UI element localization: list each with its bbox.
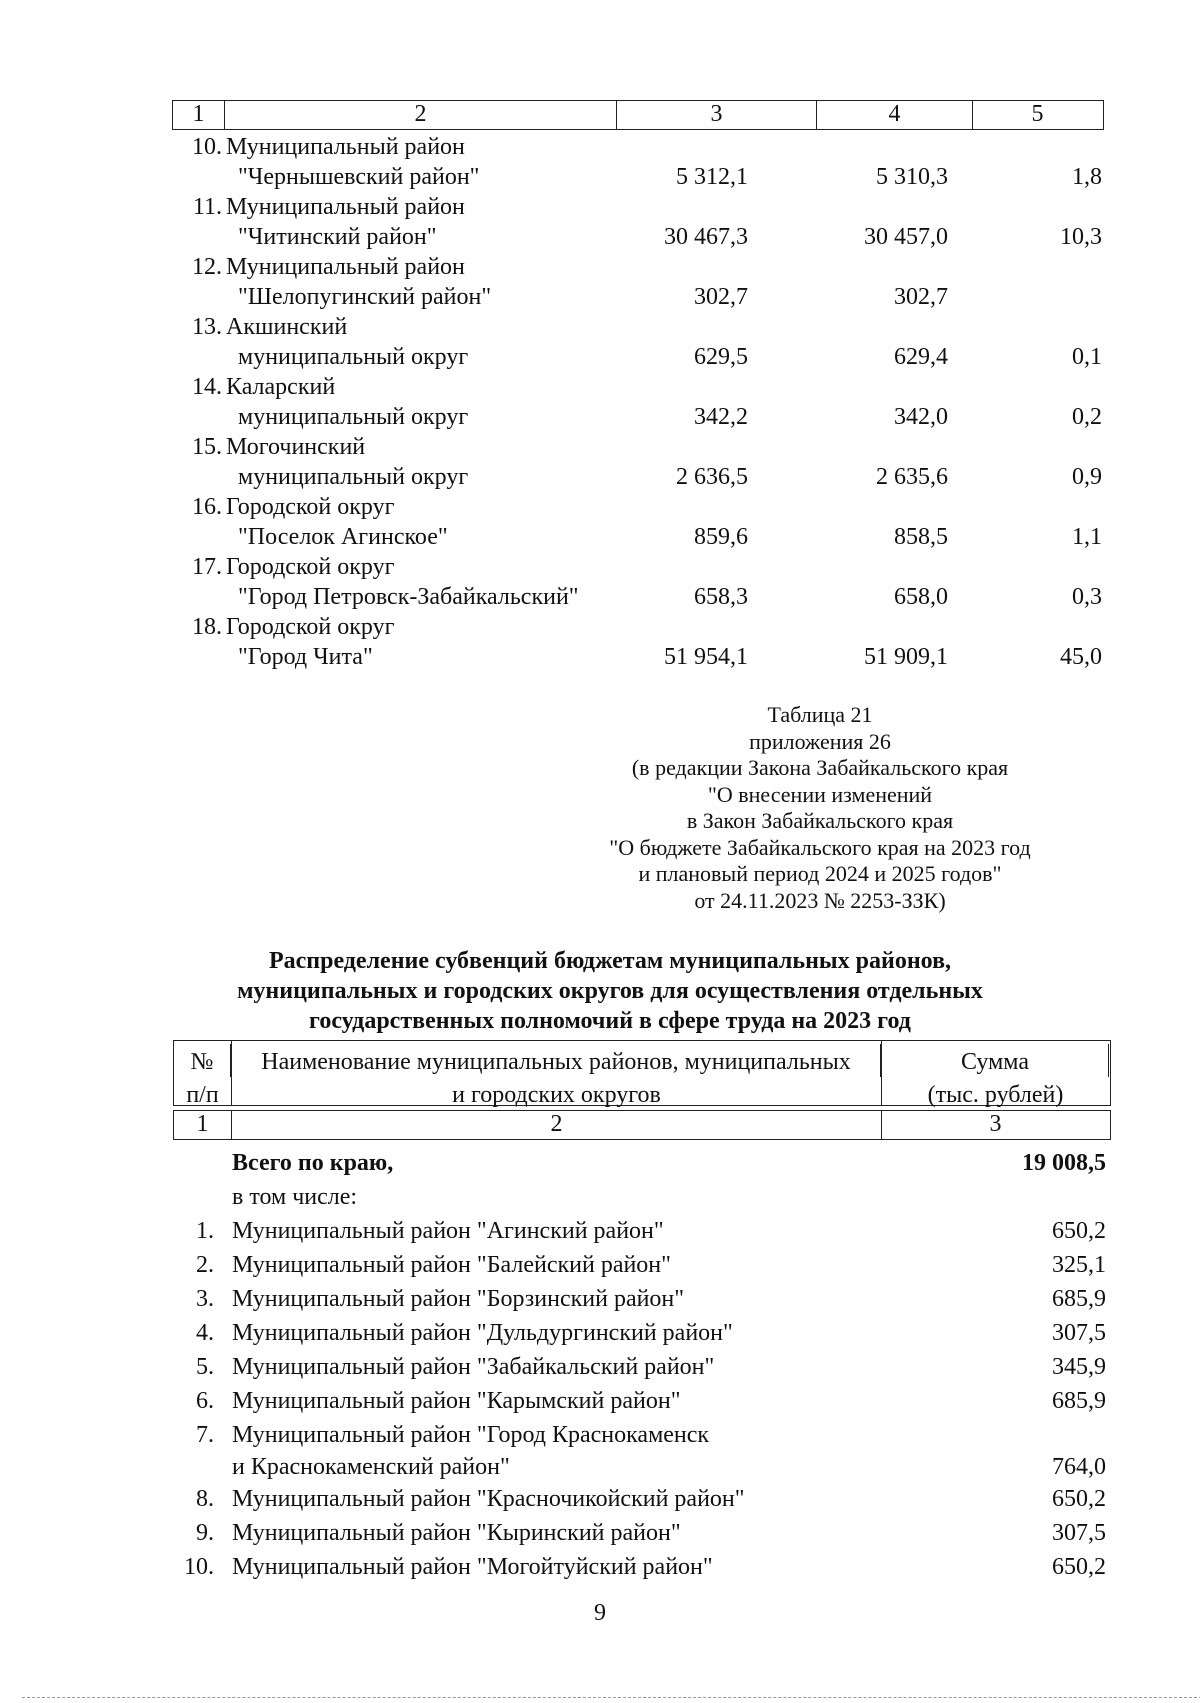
row-name-line2: "Город Петровск-Забайкальский" [238,584,579,610]
row-name-line2: и Краснокаменский район" [232,1454,510,1480]
row-number: 5. [196,1354,214,1380]
row-number: 12. [192,254,222,280]
row-number: 17. [192,554,222,580]
header-sum-label: Сумма [882,1044,1109,1077]
table2-header [173,1040,1111,1106]
row-col3-value: 51 954,1 [664,644,748,670]
header-num-label2: п/п [186,1082,219,1108]
row-col4-value: 629,4 [894,344,948,370]
row-col3-value: 5 312,1 [676,164,748,190]
row-col5-value: 1,1 [1072,524,1102,550]
row-name-line2: "Шелопугинский район" [238,284,492,310]
note-line: и плановый период 2024 и 2025 годов" [638,861,1002,886]
header-name-label2: и городских округов [452,1082,661,1108]
document-title [140,946,1080,1036]
row-name: Муниципальный район "Кыринский район" [232,1520,681,1546]
row-name-line1: Муниципальный район [226,254,465,280]
row-value: 650,2 [1052,1486,1106,1512]
note-line: "О внесении изменений [707,781,933,807]
header-sum-label2: (тыс. рублей) [927,1082,1064,1108]
table2-header-sum [882,1041,1109,1108]
note-line: приложения 26 [749,728,891,754]
row-col4-value: 51 909,1 [864,644,948,670]
row-name-line1: Городской округ [226,554,395,580]
note-line: Таблица 21 [767,702,873,727]
row-col5-value: 0,9 [1072,464,1102,490]
row-col3-value: 342,2 [694,404,748,430]
total-value: 19 008,5 [1022,1150,1106,1176]
row-name-line2: "Чернышевский район" [238,164,480,190]
row-col5-value: 45,0 [1060,644,1102,670]
row-col3-value: 2 636,5 [676,464,748,490]
table2-colnum-1: 1 [174,1111,232,1139]
row-name-line2: "Читинский район" [238,224,437,250]
row-name-line1: Городской округ [226,614,395,640]
table2-colnum-3: 3 [989,1111,1002,1137]
row-number: 1. [196,1218,214,1244]
header-num-label: № [174,1044,231,1077]
row-number: 3. [196,1286,214,1312]
row-col4-value: 858,5 [894,524,948,550]
title-line: государственных полномочий в сфере труда на 2023 год [309,1008,911,1034]
row-col3-value: 30 467,3 [664,224,748,250]
row-name-line2: "Поселок Агинское" [238,524,448,550]
note-line: в Закон Забайкальского края [686,808,954,833]
row-name: Муниципальный район "Город Краснокаменск [232,1422,710,1448]
table2-header-num [174,1041,232,1108]
row-number: 15. [192,434,222,460]
total-label: Всего по краю, [232,1150,394,1176]
top-header-col-2: 2 [225,101,617,129]
row-col5-value: 10,3 [1060,224,1102,250]
row-number: 14. [192,374,222,400]
row-number: 10. [184,1554,214,1580]
row-number: 2. [196,1252,214,1278]
row-col5-value: 0,2 [1072,404,1102,430]
header-name-label: Наименование муниципальных районов, муниципальных [232,1044,881,1077]
table2-column-numbers [173,1110,1111,1140]
row-name-line1: Каларский [226,374,336,400]
row-value: 307,5 [1052,1320,1106,1346]
row-name-line1: Муниципальный район [226,134,465,160]
row-number: 6. [196,1388,214,1414]
row-name: Муниципальный район "Красночикойский район" [232,1486,745,1512]
row-name-line2: муниципальный округ [238,464,469,490]
row-name-line1: Могочинский [226,434,366,460]
row-name: Муниципальный район "Борзинский район" [232,1286,685,1312]
row-name: Муниципальный район "Агинский район" [232,1218,664,1244]
row-number: 13. [192,314,222,340]
row-col5-value: 0,3 [1072,584,1102,610]
top-header-col-3: 3 [617,101,817,129]
row-value: 685,9 [1052,1286,1106,1312]
row-value: 650,2 [1052,1554,1106,1580]
row-col4-value: 342,0 [894,404,948,430]
row-value: 650,2 [1052,1218,1106,1244]
row-col4-value: 658,0 [894,584,948,610]
row-col4-value: 5 310,3 [876,164,948,190]
top-header-col-4: 4 [817,101,973,129]
row-col3-value: 302,7 [694,284,748,310]
table2-colnum-2: 2 [232,1111,882,1139]
scan-edge-divider [22,1697,1200,1698]
row-value: 764,0 [1052,1454,1106,1480]
row-number: 11. [192,194,222,220]
row-col5-value: 0,1 [1072,344,1102,370]
row-name-line2: муниципальный округ [238,344,469,370]
row-name-line1: Акшинский [226,314,348,340]
row-name: Муниципальный район "Забайкальский район" [232,1354,715,1380]
row-name: Муниципальный район "Дульдургинский район" [232,1320,733,1346]
row-name: Муниципальный район "Могойтуйский район" [232,1554,713,1580]
note-line: (в редакции Закона Забайкальского края [631,755,1009,780]
title-line: муниципальных и городских округов для осуществления отдельных [237,978,983,1004]
top-table-header [172,100,1104,130]
row-col3-value: 629,5 [694,344,748,370]
page-number: 9 [594,1600,606,1626]
including-label: в том числе: [232,1184,358,1210]
row-number: 7. [196,1422,214,1448]
top-header-col-5: 5 [1031,101,1044,127]
table2-header-name [232,1041,882,1108]
title-line: Распределение субвенций бюджетам муниципальных районов, [268,948,952,974]
top-header-col-1: 1 [173,101,225,129]
row-number: 16. [192,494,222,520]
row-col4-value: 30 457,0 [864,224,948,250]
row-number: 8. [196,1486,214,1512]
note-line: "О бюджете Забайкальского края на 2023 год [609,834,1031,860]
row-name: Муниципальный район "Карымский район" [232,1388,681,1414]
row-number: 4. [196,1320,214,1346]
row-col3-value: 658,3 [694,584,748,610]
row-value: 307,5 [1052,1520,1106,1546]
row-name-line1: Городской округ [226,494,395,520]
row-col3-value: 859,6 [694,524,748,550]
row-name: Муниципальный район "Балейский район" [232,1252,671,1278]
row-number: 10. [192,134,222,160]
row-number: 9. [196,1520,214,1546]
row-col4-value: 302,7 [894,284,948,310]
row-col4-value: 2 635,6 [876,464,948,490]
row-col5-value: 1,8 [1072,164,1102,190]
row-value: 345,9 [1052,1354,1106,1380]
row-value: 685,9 [1052,1388,1106,1414]
row-name-line2: "Город Чита" [238,644,373,670]
row-number: 18. [192,614,222,640]
table-note [560,702,1080,914]
note-line: от 24.11.2023 № 2253-ЗЗК) [694,887,946,913]
row-name-line1: Муниципальный район [226,194,465,220]
row-value: 325,1 [1052,1252,1106,1278]
row-name-line2: муниципальный округ [238,404,469,430]
